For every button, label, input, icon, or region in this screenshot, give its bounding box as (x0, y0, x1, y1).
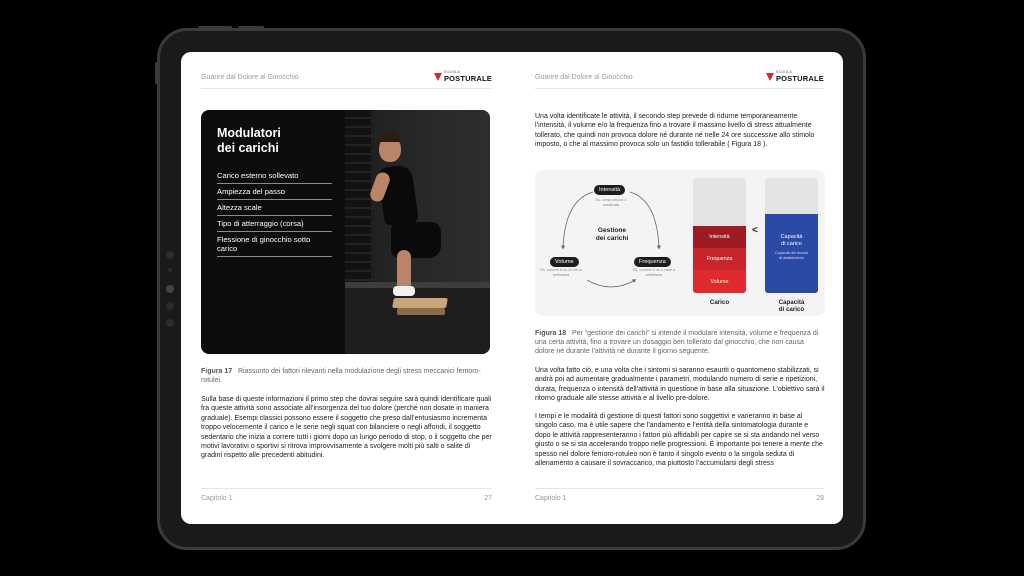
less-than-sign: < (752, 225, 758, 236)
gestione-label: Gestione dei carichi (595, 227, 629, 242)
figure-18 (535, 170, 825, 316)
footer-chapter: Capitolo 1 (535, 495, 567, 502)
page-number: 28 (816, 495, 824, 502)
logo-small-text: SCUOLA (775, 70, 793, 74)
capacita-segment: Capacità di carico Capacità dei tessuti di adattamento (765, 214, 818, 293)
camera-dot-4 (166, 302, 174, 310)
camera-dot-1 (166, 251, 174, 259)
figure-17-caption: Figura 17 Riassunto dei fattori rilevanti nella modulazione degli stress meccanici femoro-rotulei. (201, 368, 481, 384)
carico-label: Carico (709, 299, 730, 306)
squat-photo (345, 110, 490, 354)
list-item: Tipo di atterraggio (corsa) (217, 216, 332, 232)
athlete-shin (397, 250, 411, 290)
incline-board (392, 298, 448, 308)
figure-18-caption: Figura 18 Per “gestione dei carichi” si intende il modulare intensità, volume e frequenza di una certa attività, fino a trovare un dosaggio ben tollerato dal ginocchio, che non causa dolore né durante l’attività né durante il giorno seguente. (535, 330, 819, 355)
camera-dot-5 (166, 319, 174, 327)
paragraph-1: Una volta fatto ciò, e una volta che i sintomi si saranno esauriti o quantomeno stabilizzati, si andrà poi ad aumentare gradualmente i parametri, modulando numero di serie e ripetizioni, durata, frequenza o intensità dell’attività in questione in base alla situazione. L’obiettivo sarà il ritorno graduale alle stesse attività e al livello pre-dolore. (535, 367, 825, 403)
tablet-screen (181, 52, 843, 524)
top-button-1[interactable] (198, 26, 232, 29)
intensita-note: Es. corsa veloce o moderata (595, 198, 627, 207)
paragraph-2: I tempi e le modalità di gestione di questi fattori sono soggettivi e varieranno in base al singolo caso, ma è utile sapere che l’andamento e l’entità della sintomatologia durante e dopo le attività rappresenteranno i fattori più affidabili per capire se si sta andando nel verso giusto o se si sta accelerando troppo nelle progressioni. È importante poi tenere a mente che spesso nel dolore femoro-rotuleo non è tanto il singolo evento o la singola seduta di allenamento a causare il sovraccarico, ma piuttosto l’accumularsi degli stress (535, 413, 823, 468)
intensita-segment: Intensità (693, 226, 746, 248)
logo-v-icon (766, 73, 774, 81)
logo-v-icon (434, 73, 442, 81)
side-button[interactable] (155, 62, 158, 84)
athlete-shoe (393, 286, 415, 296)
footer-divider (201, 488, 492, 489)
frequenza-note: Es. correre 2 vs 4 volte a settimana (633, 268, 675, 277)
capacita-label: Capacità di carico (778, 299, 805, 313)
logo-small-text: SCUOLA (443, 70, 461, 74)
footer-chapter: Capitolo 1 (201, 495, 233, 502)
header-title: Guarire dal Dolore al Ginocchio (535, 74, 633, 81)
camera-dot-2 (168, 268, 172, 272)
list-item: Altezza scale (217, 200, 332, 216)
page-number: 27 (484, 495, 492, 502)
figure-17-title: Modulatori dei carichi (217, 126, 281, 155)
carico-bar (693, 178, 746, 293)
athlete-hair (379, 132, 401, 142)
list-item: Carico esterno sollevato (217, 168, 332, 184)
frequenza-pill: Frequenza (634, 257, 671, 267)
camera-dot-3 (166, 285, 174, 293)
volume-pill: Volume (550, 257, 579, 267)
header-title: Guarire dal Dolore al Ginocchio (201, 74, 299, 81)
intro-paragraph: Una volta identificate le attività, il secondo step prevede di ridurne temporaneamente l’intensità, il volume e/o la frequenza fino a trovare il massimo livello di stress attualmente tollerato, che quindi non provoca dolore né durante né nelle 24 ore successive allo stimolo imposto, o che al massimo provoca solo un fastidio tollerabile ( Figura 18 ). (535, 113, 815, 149)
list-item: Ampiezza del passo (217, 184, 332, 200)
incline-board-base (397, 308, 445, 315)
header-divider (535, 88, 824, 89)
capacita-bar (765, 178, 818, 293)
footer-divider (535, 488, 824, 489)
capacita-note: Capacità dei tessuti di adattamento (774, 251, 809, 260)
page-left (181, 52, 512, 524)
page-right (516, 52, 843, 524)
logo-text: POSTURALE (775, 73, 824, 83)
header-divider (201, 88, 492, 89)
logo-text: POSTURALE (443, 73, 492, 83)
volume-segment: Volume (693, 270, 746, 293)
load-management-cycle (535, 170, 685, 316)
list-item: Flessione di ginocchio sotto carico (217, 232, 332, 257)
logo (434, 71, 492, 82)
modulators-list (217, 168, 332, 257)
intensita-pill: Intensità (594, 185, 625, 195)
top-button-2[interactable] (238, 26, 264, 29)
body-paragraph: Sulla base di queste informazioni il primo step che dovrai seguire sarà quindi identificare quali fra queste attività sono associate all’insorgenza del tuo dolore (perché non dosate in maniera graduale). Esempi classici possono essere il soggetto che preso dall’entusiasmo incrementa troppo velocemente il carico e le serie negli squat con bilanciere o negli affondi, il soggetto sedentario che inizia a correre tutti i giorni dopo un lungo periodo di stop, o il soggetto che per motivi lavorativi o sportivi si ritrova improvvisamente a svolgere molti più salti o salite di gradini rispetto alle precedenti abitudini. (201, 396, 492, 460)
frequenza-segment: Frequenza (693, 248, 746, 270)
volume-note: Es. correre 5 vs 10 km a settimana (540, 268, 582, 277)
figure-17 (201, 110, 490, 354)
logo (766, 71, 824, 82)
